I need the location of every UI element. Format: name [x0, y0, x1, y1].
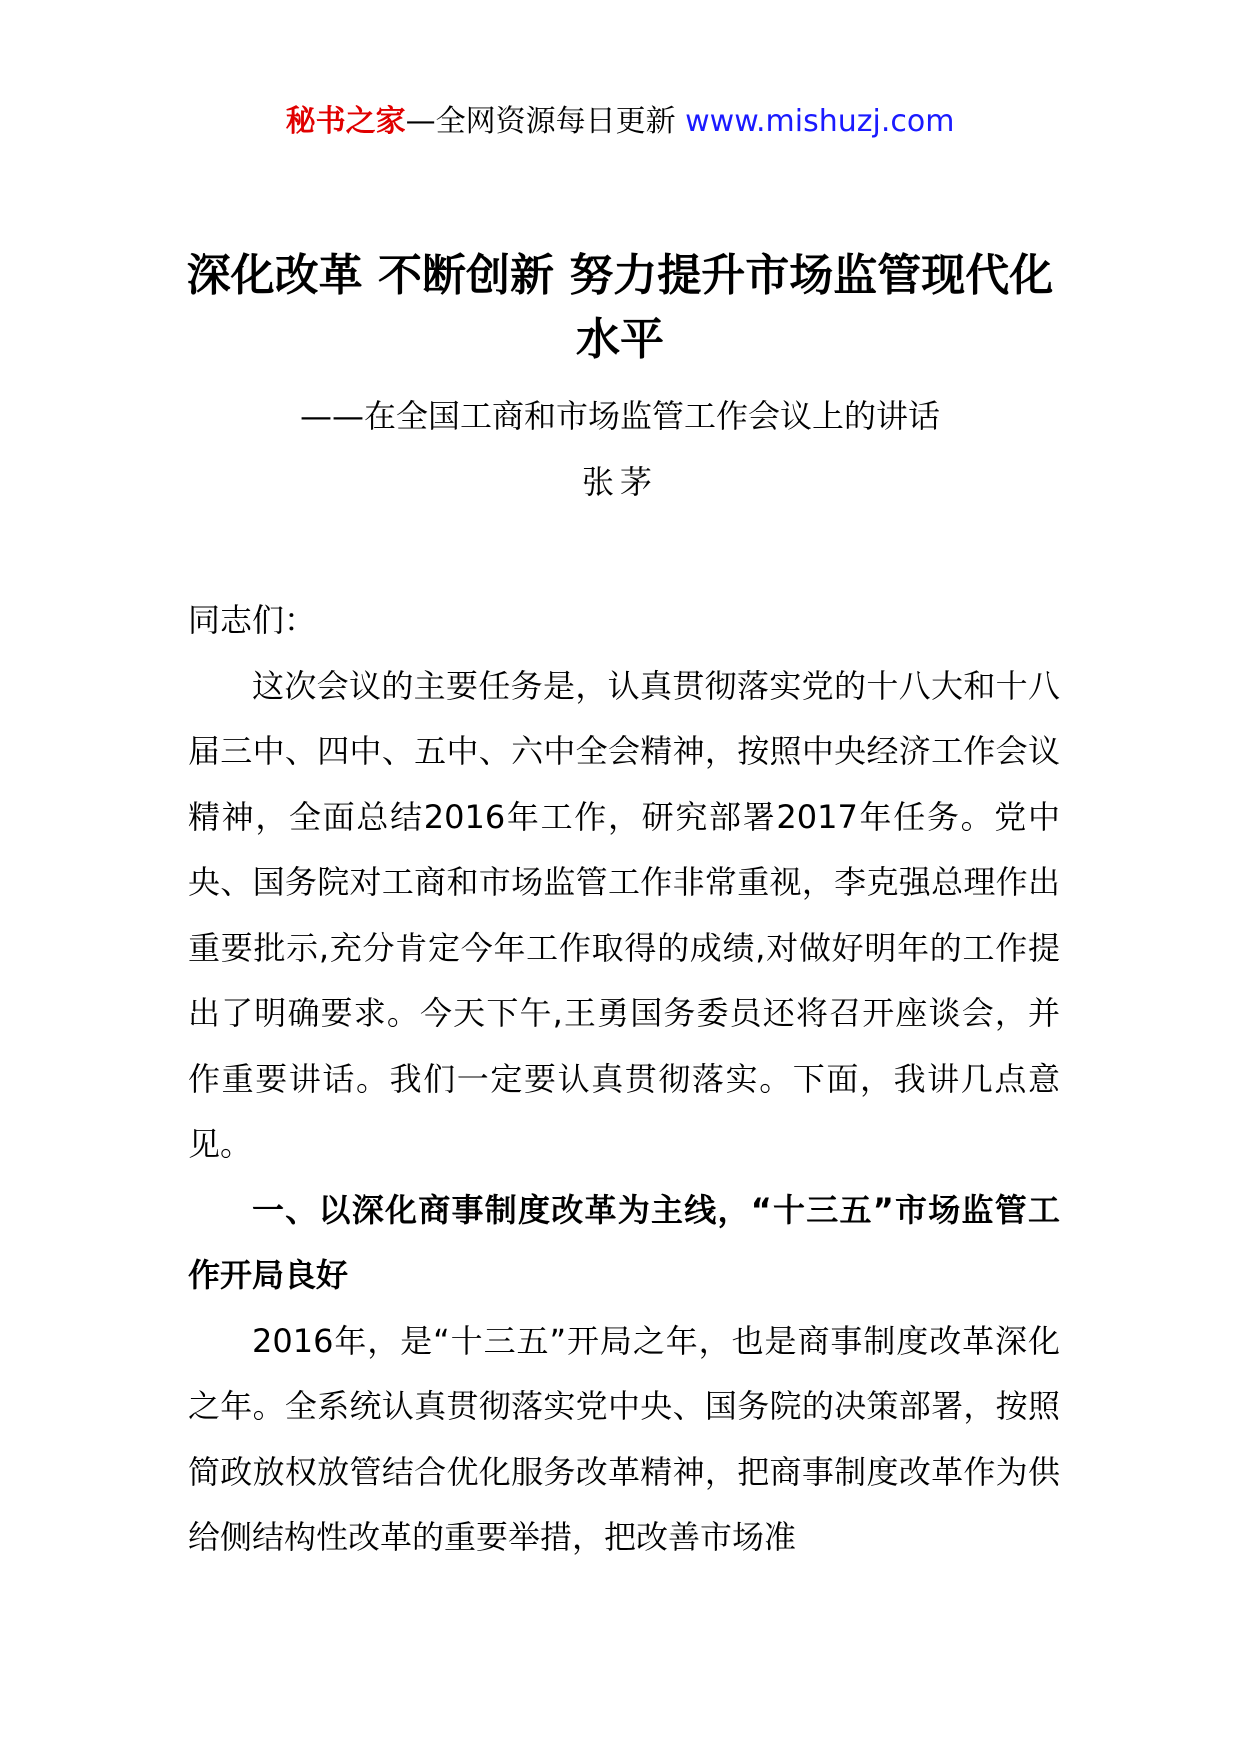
document-title: 深化改革 不断创新 努力提升市场监管现代化水平: [186, 250, 1054, 365]
document-body: [188, 588, 1060, 1571]
body-paragraph: 这次会议的主要任务是，认真贯彻落实党的十八大和十八届三中、四中、五中、六中全会精神，按照中央经济工作会议精神，全面总结2016年工作，研究部署2017年任务。党中央、国务院对工商和市场监管工作非常重视，李克强总理作出重要批示,充分肯定今年工作取得的成绩,对做好明年的工作提出了明确要求。今天下午,王勇国务委员还将召开座谈会，并作重要讲话。我们一定要认真贯彻落实。下面，我讲几点意见。: [188, 666, 1060, 1163]
site-brand: 秘书之家: [285, 104, 406, 139]
salutation: 同志们：: [188, 601, 317, 639]
site-header: [0, 100, 1240, 144]
section-heading: 一、以深化商事制度改革为主线，“十三五”市场监管工作开局良好: [188, 1190, 1060, 1294]
body-paragraph: 2016年，是“十三五”开局之年，也是商事制度改革深化之年。全系统认真贯彻落实党中央、国务院的决策部署，按照简政放权放管结合优化服务改革精神，把商事制度改革作为供给侧结构性改革的重要举措，把改善市场准: [188, 1321, 1060, 1556]
document-subtitle: ——在全国工商和市场监管工作会议上的讲话: [299, 397, 940, 435]
site-tagline: —全网资源每日更新: [405, 104, 686, 139]
site-url-link[interactable]: www.mishuzj.com: [685, 104, 955, 139]
document-author: 张茅: [581, 463, 658, 501]
